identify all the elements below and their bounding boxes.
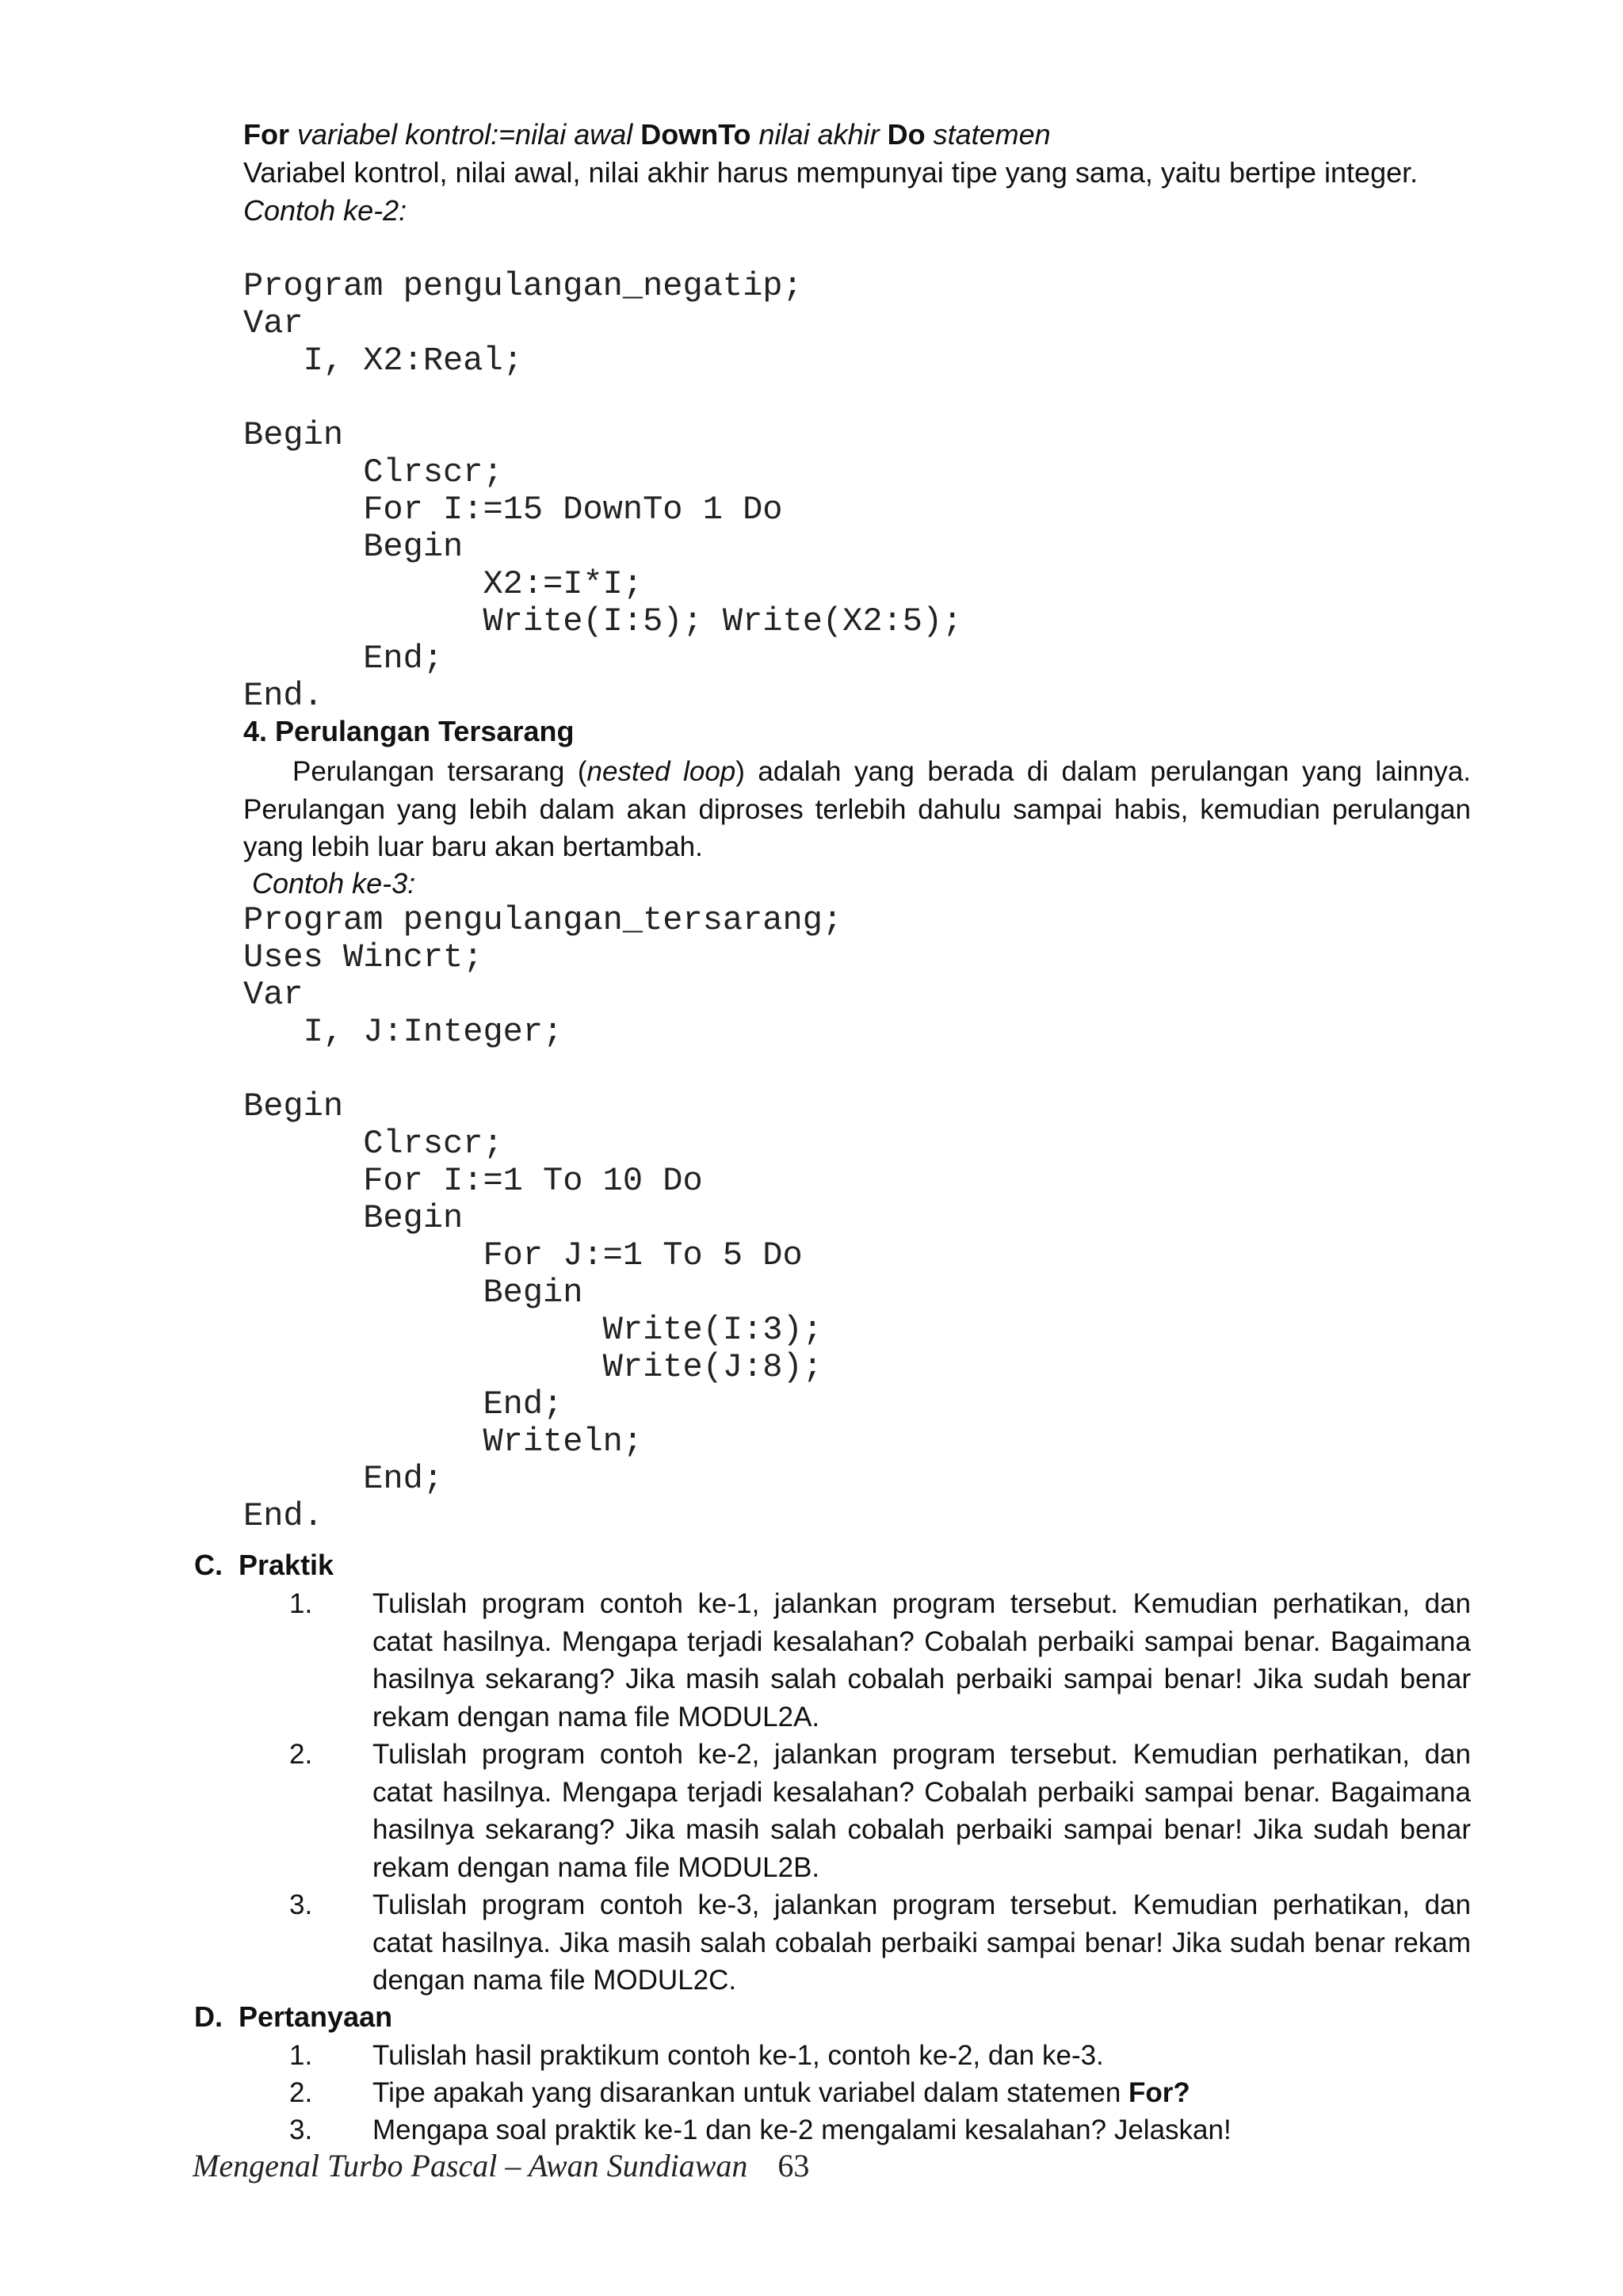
- section-c-heading: C. Praktik: [194, 1549, 334, 1581]
- list-number: 1.: [289, 1588, 313, 1619]
- list-text: Tulislah program contoh ke-1, jalankan program tersebut. Kemudian perhatikan, dan catat hasilnya. Mengapa terjadi kesalahan? Cobalah perbaiki sampai benar. Bagaimana hasilnya sekarang? Jika masih salah cobalah perbaiki sampai benar! Jika sudah benar rekam dengan nama file MODUL2A.: [372, 1588, 1471, 1733]
- keyword-do: Do: [887, 118, 926, 151]
- code-line: Write(I:5); Write(X2:5);: [243, 602, 963, 640]
- code-line: Begin: [243, 1087, 344, 1125]
- code-line: Begin: [243, 528, 464, 566]
- example-2-code: [243, 268, 962, 715]
- syntax-end-value: nilai akhir: [750, 118, 888, 151]
- code-line: Uses Wincrt;: [243, 938, 483, 976]
- section-d-heading: D. Pertanyaan: [194, 2000, 393, 2033]
- example-3-label: Contoh ke-3:: [252, 867, 416, 900]
- code-line: [243, 380, 962, 417]
- code-line: For I:=15 DownTo 1 Do: [243, 491, 783, 529]
- list-text: Tipe apakah yang disarankan untuk variabel dalam statemen For?: [372, 2077, 1190, 2108]
- page-footer: [193, 2146, 809, 2186]
- section-4-paragraph: Perulangan tersarang (nested loop) adalah yang berada di dalam perulangan yang lainnya. Perulangan yang lebih dalam akan diproses terlebih dahulu sampai habis, kemudian perulangan yang lebih luar baru akan bertambah.: [243, 756, 1472, 862]
- code-line: [243, 1051, 842, 1088]
- code-line: End.: [243, 677, 323, 715]
- keyword-for: For: [243, 118, 289, 151]
- code-line: For J:=1 To 5 Do: [243, 1236, 803, 1274]
- for-downto-syntax: [243, 117, 1051, 153]
- code-line: End;: [243, 1385, 563, 1423]
- code-line: Var: [243, 304, 304, 342]
- list-number: 2.: [289, 1739, 313, 1770]
- syntax-statement: statemen: [925, 118, 1051, 151]
- code-line: End.: [243, 1497, 323, 1535]
- list-number: 1.: [289, 2040, 313, 2071]
- code-line: Program pengulangan_negatip;: [243, 267, 803, 305]
- code-line: Begin: [243, 1274, 583, 1312]
- code-line: I, J:Integer;: [243, 1013, 563, 1051]
- page-number: 63: [777, 2148, 810, 2183]
- type-note: Variabel kontrol, nilai awal, nilai akhir harus mempunyai tipe yang sama, yaitu bertipe integer.: [243, 156, 1419, 189]
- list-text: Tulislah program contoh ke-2, jalankan program tersebut. Kemudian perhatikan, dan catat hasilnya. Mengapa terjadi kesalahan? Cobalah perbaiki sampai benar. Bagaimana hasilnya sekarang? Jika masih salah cobalah perbaiki sampai benar! Jika sudah benar rekam dengan nama file MODUL2B.: [372, 1739, 1471, 1883]
- nested-loop-term: nested loop: [586, 756, 736, 787]
- list-number: 3.: [289, 1889, 313, 1920]
- code-line: End;: [243, 640, 444, 678]
- code-line: Var: [243, 976, 304, 1014]
- list-number: 3.: [289, 2115, 313, 2145]
- example-3-code: [243, 902, 842, 1535]
- code-line: Write(J:8);: [243, 1348, 823, 1386]
- code-line: Write(I:3);: [243, 1311, 823, 1349]
- example-2-label: Contoh ke-2:: [243, 194, 407, 227]
- code-line: Clrscr;: [243, 1125, 503, 1163]
- code-line: End;: [243, 1460, 444, 1498]
- code-line: Begin: [243, 1199, 464, 1237]
- code-line: For I:=1 To 10 Do: [243, 1162, 703, 1200]
- list-text: Tulislah program contoh ke-3, jalankan program tersebut. Kemudian perhatikan, dan catat hasilnya. Jika masih salah cobalah perbaiki sampai benar! Jika sudah benar rekam dengan nama file MODUL2C.: [372, 1889, 1471, 1996]
- code-line: I, X2:Real;: [243, 342, 523, 380]
- syntax-control-variable: variabel kontrol:=nilai awal: [289, 118, 641, 151]
- code-line: X2:=I*I;: [243, 565, 643, 603]
- code-line: Clrscr;: [243, 453, 503, 491]
- footer-title: Mengenal Turbo Pascal – Awan Sundiawan: [193, 2148, 748, 2183]
- section-4-heading: 4. Perulangan Tersarang: [243, 715, 575, 747]
- keyword-downto: DownTo: [640, 118, 751, 151]
- list-number: 2.: [289, 2077, 313, 2108]
- list-text: Mengapa soal praktik ke-1 dan ke-2 mengalami kesalahan? Jelaskan!: [372, 2115, 1232, 2145]
- code-line: Begin: [243, 416, 344, 454]
- code-line: Writeln;: [243, 1423, 643, 1461]
- list-text: Tulislah hasil praktikum contoh ke-1, contoh ke-2, dan ke-3.: [372, 2040, 1104, 2071]
- code-line: Program pengulangan_tersarang;: [243, 901, 843, 939]
